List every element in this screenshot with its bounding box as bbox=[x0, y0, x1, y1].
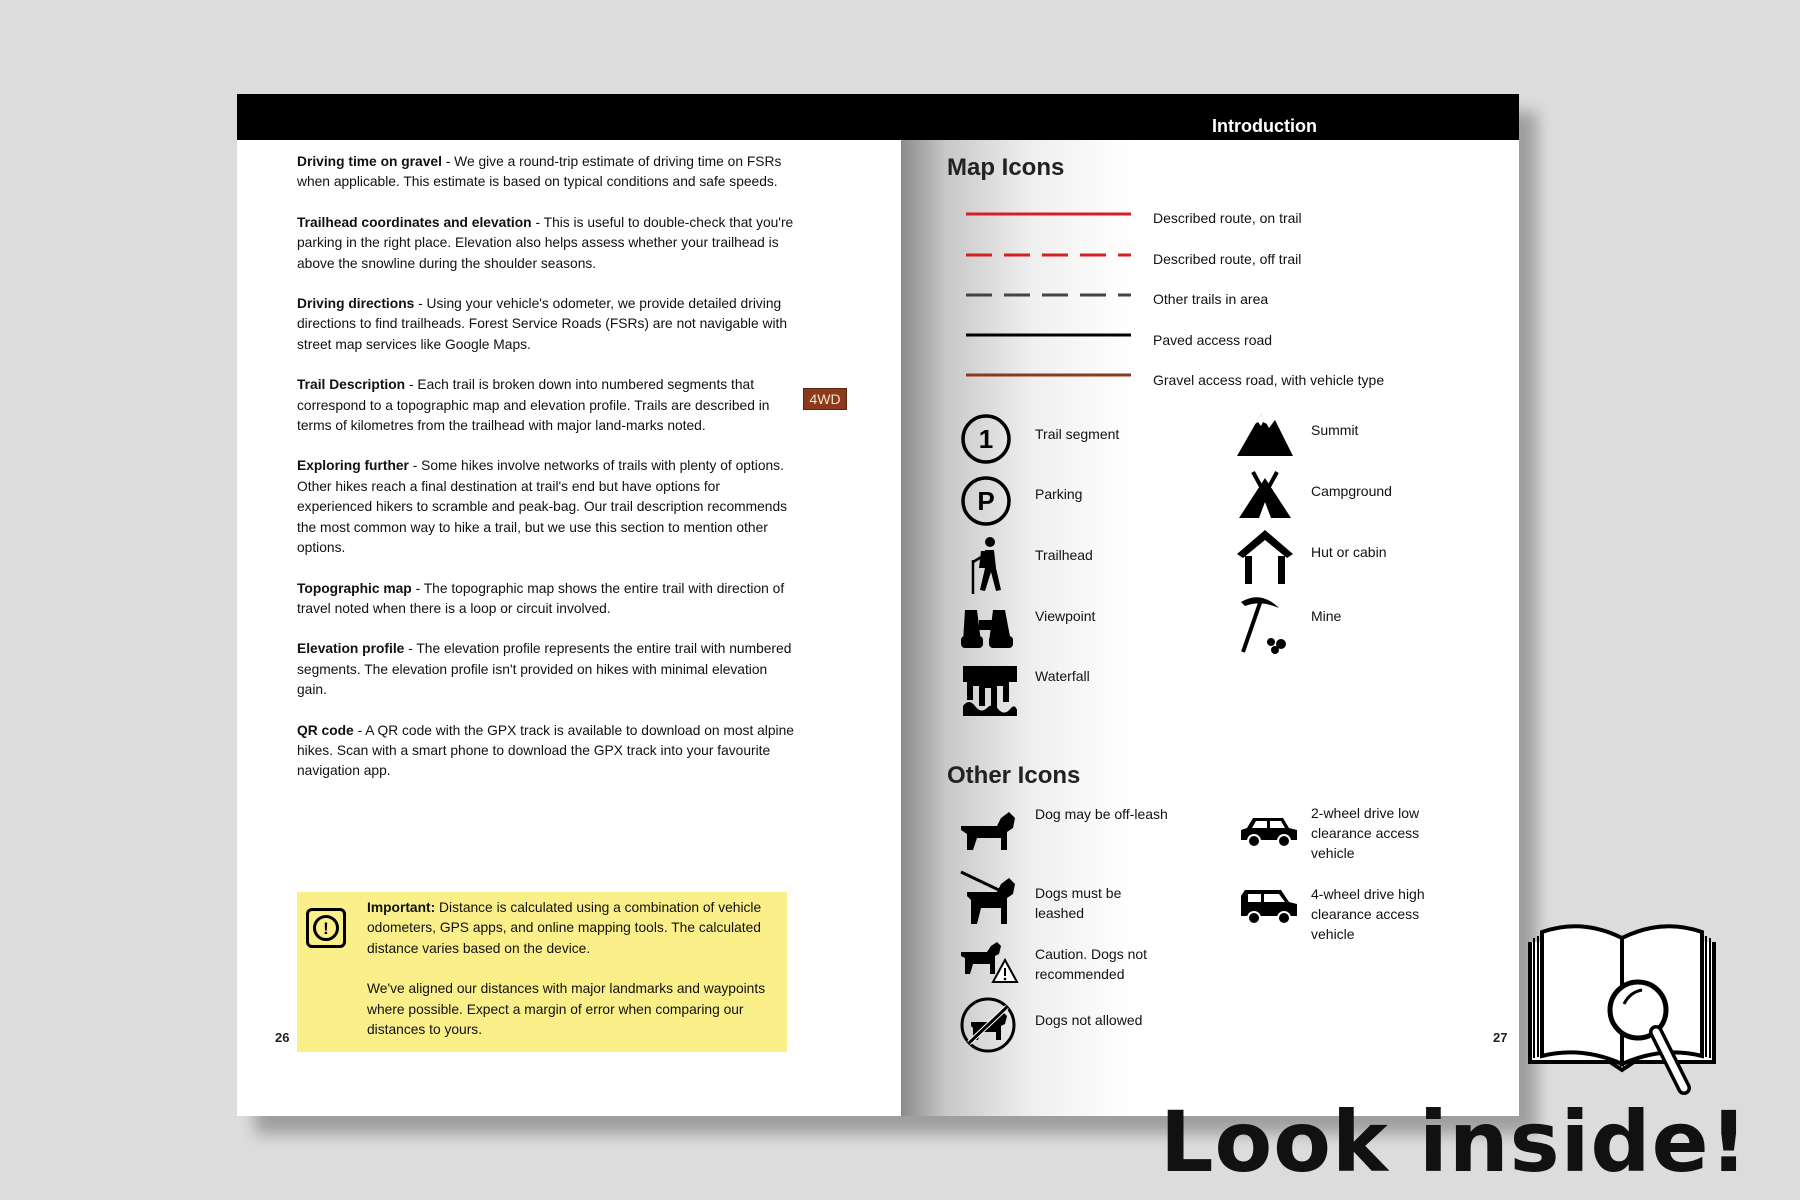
legend-label: Paved access road bbox=[1153, 332, 1273, 348]
paragraph-body: - Each trail is broken down into numbered segments that correspond to a topographic map and elevation profile. Trails are described in terms of kilometres from the trailhead with major land-marks noted. bbox=[297, 377, 770, 434]
paragraph bbox=[297, 639, 797, 700]
paragraph bbox=[297, 213, 797, 274]
page-number: 27 bbox=[1493, 1030, 1508, 1045]
paragraph bbox=[297, 721, 797, 782]
icon-label: Dogs must be leashed bbox=[1035, 885, 1122, 921]
icon-label: 2-wheel drive low clearance access vehicle bbox=[1311, 805, 1420, 861]
4wd-badge: 4WD bbox=[803, 388, 847, 410]
paragraph-term: QR code bbox=[297, 722, 354, 738]
paragraph-term: Driving directions bbox=[297, 296, 415, 312]
section-title: Introduction bbox=[1212, 116, 1317, 136]
legend-label: Described route, off trail bbox=[1153, 251, 1302, 267]
legend-label: Gravel access road, with vehicle type bbox=[1153, 372, 1385, 388]
paragraph-term: Exploring further bbox=[297, 458, 409, 474]
callout-text bbox=[367, 898, 767, 1060]
icon-label: Waterfall bbox=[1035, 668, 1090, 684]
paragraph-body: - Some hikes involve networks of trails with plenty of options. Other hikes reach a final destination at trail's end but have options for experienced hikers to scramble and peak-bag. Our trail description recommends the most common way to hike a trail, but we use this section to mention other options. bbox=[297, 458, 788, 556]
left-page-text bbox=[297, 152, 797, 802]
paragraph-term: Topographic map bbox=[297, 580, 412, 596]
icon-label: Summit bbox=[1311, 422, 1359, 438]
tent-icon bbox=[1235, 468, 1295, 520]
waterfall-icon bbox=[959, 662, 1021, 718]
legend-label: Described route, on trail bbox=[1153, 210, 1302, 226]
paragraph bbox=[297, 456, 797, 558]
map-icons-heading: Map Icons bbox=[947, 154, 1065, 181]
paragraph-body: - A QR code with the GPX track is available to download on most alpine hikes. Scan with a smart phone to download the GPX track into your favourite navigation app. bbox=[297, 722, 794, 779]
icon-label: 4-wheel drive high clearance access vehicle bbox=[1311, 886, 1425, 942]
paragraph-body: - The elevation profile represents the entire trail with numbered segments. The elevation profile isn't provided on hikes with minimal elevation gain. bbox=[297, 641, 792, 698]
paragraph bbox=[297, 294, 797, 355]
icon-label: Viewpoint bbox=[1035, 608, 1096, 624]
paragraph-term: Trail Description bbox=[297, 377, 406, 393]
paragraph-body: - Using your vehicle's odometer, we provide detailed driving directions to find trailheads. Forest Service Roads (FSRs) are not navigable with street map services like Google Maps. bbox=[297, 296, 788, 352]
dog-icon bbox=[957, 806, 1019, 854]
paragraph-body: - This is useful to double-check that you're parking in the right place. Elevation also helps assess whether your trailhead is above the snowline during the shoulder seasons. bbox=[297, 214, 794, 271]
mountain-icon bbox=[1235, 408, 1295, 458]
warning-icon bbox=[306, 908, 346, 948]
icon-label: Dog may be off-leash bbox=[1035, 806, 1168, 822]
important-callout bbox=[297, 892, 787, 1052]
icon-label: Trail segment bbox=[1035, 426, 1120, 442]
cabin-icon bbox=[1235, 526, 1295, 586]
numbered-circle-symbol: 1 bbox=[978, 424, 994, 454]
binoculars-icon bbox=[959, 602, 1015, 650]
parking-icon bbox=[959, 474, 1013, 528]
paragraph-body: - The topographic map shows the entire trail with direction of travel noted when there is a loop or circuit involved. bbox=[297, 580, 785, 616]
pickaxe-icon bbox=[1235, 592, 1295, 656]
icon-label: Dogs not allowed bbox=[1035, 1012, 1143, 1028]
no-dogs-icon bbox=[959, 996, 1017, 1054]
paragraph-term: Elevation profile bbox=[297, 641, 405, 657]
callout-paragraph: We've aligned our distances with major landmarks and waypoints where possible. Expect a margin of error when comparing our distances to yours. bbox=[367, 981, 766, 1038]
numbered-circle-icon bbox=[959, 412, 1013, 466]
callout-paragraph bbox=[367, 898, 767, 959]
car-icon bbox=[1239, 810, 1299, 848]
paragraph bbox=[297, 579, 797, 620]
exclamation-mark: ! bbox=[313, 915, 339, 941]
left-page bbox=[237, 140, 901, 1116]
legend-lines bbox=[961, 200, 1161, 380]
icon-label: Parking bbox=[1035, 486, 1083, 502]
paragraph-term: Driving time on gravel bbox=[297, 154, 442, 169]
dog-caution-icon bbox=[957, 938, 1019, 984]
look-inside-caption: Look inside! bbox=[1160, 1093, 1749, 1191]
parking-symbol: P bbox=[977, 486, 995, 516]
open-book bbox=[237, 94, 1519, 1116]
paragraph bbox=[297, 152, 797, 193]
suv-icon bbox=[1239, 886, 1299, 926]
leashed-dog-icon bbox=[957, 868, 1019, 928]
callout-body: Distance is calculated using a combination of vehicle odometers, GPS apps, and online mapping tools. The calculated distance varies based on the device. bbox=[367, 900, 762, 956]
other-icons-heading: Other Icons bbox=[947, 762, 1081, 789]
paragraph-body: - We give a round-trip estimate of driving time on FSRs when applicable. This estimate is based on typical conditions and safe speeds. bbox=[297, 154, 782, 190]
header-bar bbox=[237, 94, 1519, 140]
paragraph-term: Trailhead coordinates and elevation bbox=[297, 214, 532, 230]
legend-label: Other trails in area bbox=[1153, 291, 1269, 307]
open-book-magnifier-icon bbox=[1526, 912, 1738, 1108]
callout-label: Important: bbox=[367, 900, 436, 915]
right-page bbox=[901, 140, 1519, 1116]
icon-label: Campground bbox=[1311, 483, 1392, 499]
page-number: 26 bbox=[275, 1030, 290, 1045]
icon-label: Caution. Dogs not recommended bbox=[1035, 946, 1148, 982]
paragraph bbox=[297, 375, 797, 436]
icon-label: Trailhead bbox=[1035, 547, 1093, 563]
icon-label: Mine bbox=[1311, 608, 1342, 624]
hiker-icon bbox=[963, 536, 1009, 596]
icon-label: Hut or cabin bbox=[1311, 544, 1387, 560]
